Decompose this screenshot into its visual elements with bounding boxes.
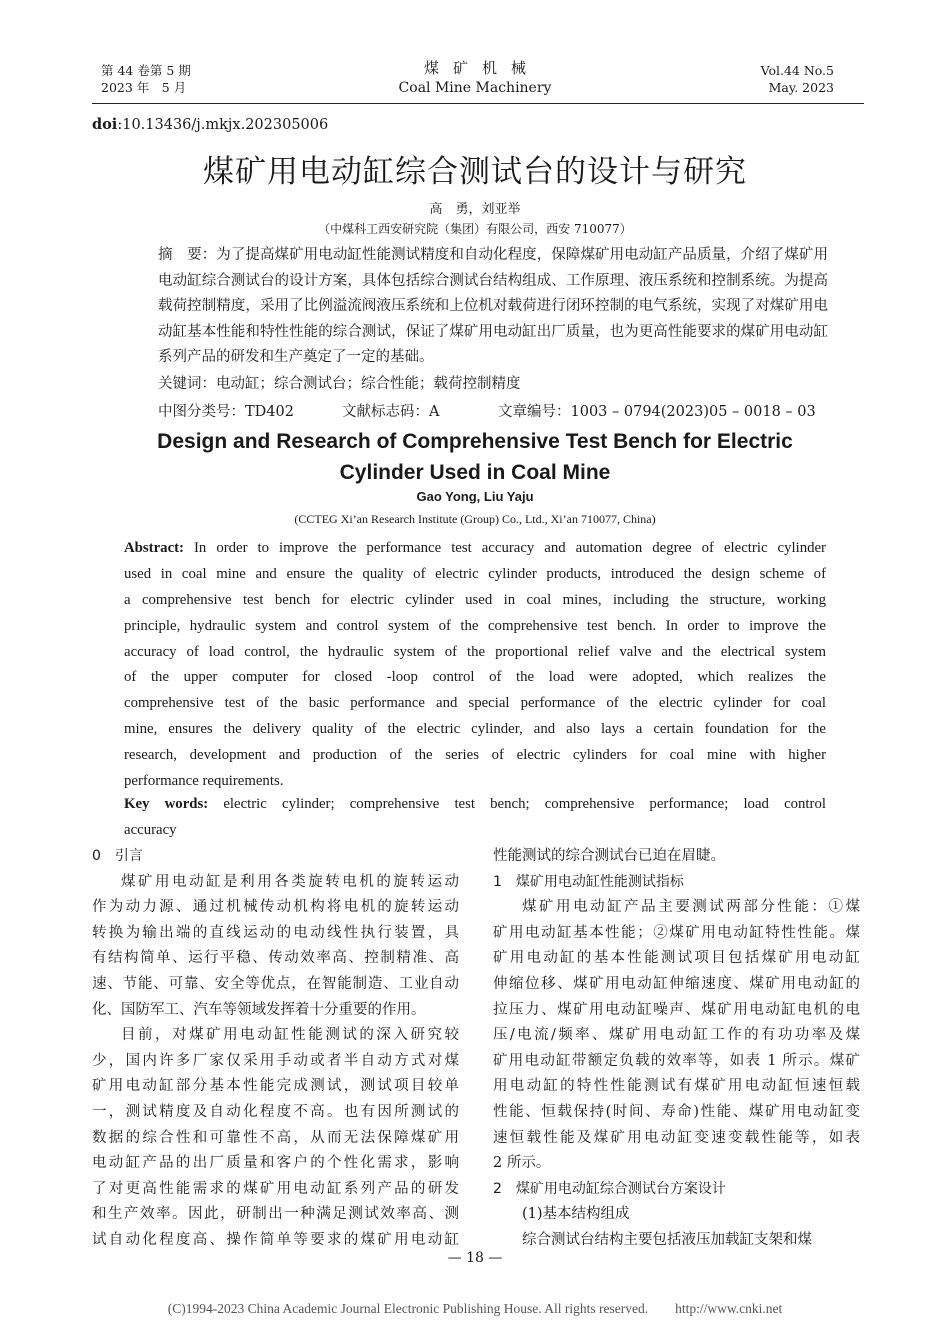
paragraph-line: 数据的综合性和可靠性不高，从而无法保障煤矿用: [92, 1129, 459, 1146]
title-en: [0, 426, 950, 488]
section-heading-1: 1 煤矿用电动缸性能测试指标: [493, 873, 684, 890]
clc-number: 中图分类号：TD402: [158, 404, 294, 420]
paragraph-line: 目前，对煤矿用电动缸性能测试的深入研究较: [121, 1027, 459, 1044]
paragraph-line: 矿用电动缸的基本性能测试项目包括煤矿用电动缸: [493, 950, 860, 967]
paragraph-line: 矿用电动缸带额定负载的效率等，如表 1 所示。煤矿: [493, 1052, 860, 1069]
abstract-en-line: comprehensive test of the basic performance and special performance of the electric cylinder for coal: [124, 695, 826, 712]
title-en-line1: Design and Research of Comprehensive Test Bench for Electric: [157, 430, 793, 453]
header-volume-line2: May. 2023: [768, 80, 834, 95]
paragraph-line: 少，国内许多厂家仅采用手动或者半自动方式对煤: [92, 1052, 459, 1069]
header-issue: [101, 62, 191, 96]
affiliation-cn: （中煤科工西安研究院（集团）有限公司，西安 710077）: [318, 222, 632, 236]
abstract-en-line: of the upper computer for closed -loop control of the load were adopted, which realizes the: [124, 669, 826, 686]
body-column-left: [92, 844, 459, 1254]
header-issue-line1: 第 44 卷第 5 期: [101, 63, 191, 78]
paragraph-line: 伸缩位移、煤矿用电动缸伸缩速度、煤矿用电动缸的: [493, 975, 860, 992]
paragraph-line: 煤矿用电动缸是利用各类旋转电机的旋转运动: [121, 873, 459, 890]
paragraph-line: 拉压力、煤矿用电动缸噪声、煤矿用电动缸电机的电: [493, 1001, 860, 1018]
abstract-en-label: Abstract:: [124, 540, 184, 556]
abstract-cn: [158, 243, 828, 371]
paragraph-line: 试自动化程度高、操作简单等要求的煤矿用电动缸: [92, 1231, 459, 1248]
header-rule: [92, 103, 864, 104]
doi: [92, 116, 328, 133]
abstract-en-line: performance requirements.: [124, 773, 284, 790]
title-en-line2: Cylinder Used in Coal Mine: [339, 461, 611, 484]
body-column-right: [493, 844, 860, 1254]
header-volume: [761, 62, 834, 96]
abstract-en-line: a comprehensive test bench for electric cylinder used in coal mines, including the structure, working: [124, 591, 826, 608]
paragraph-line: 用电动缸的特性性能测试有煤矿用电动缸恒速恒载: [493, 1078, 860, 1095]
title-cn: 煤矿用电动缸综合测试台的设计与研究: [203, 154, 747, 190]
copyright-footer: (C)1994-2023 China Academic Journal Electronic Publishing House. All rights reserved. http://www.cnki.net: [167, 1301, 783, 1316]
header-journal: [300, 58, 650, 98]
paragraph-line: 煤矿用电动缸产品主要测试两部分性能：①煤: [522, 899, 860, 916]
paragraph-line: 综合测试台结构主要包括液压加载缸支架和煤: [522, 1231, 812, 1248]
paragraph-line: 压/电流/频率、煤矿用电动缸工作的有功功率及煤: [493, 1027, 860, 1044]
paragraph-line: 性能测试的综合测试台已迫在眉睫。: [493, 848, 725, 864]
article-number: 文章编号：1003 – 0794(2023)05 – 0018 – 03: [498, 404, 816, 420]
paragraph-line: 矿用电动缸部分基本性能完成测试，测试项目较单: [92, 1078, 459, 1095]
paragraph-line: 作为动力源、通过机械传动机构将电机的旋转运动: [92, 899, 459, 916]
keywords-cn-label: 关键词：: [158, 376, 216, 392]
paragraph-line: 性能、恒载保持(时间、寿命)性能、煤矿用电动缸变: [493, 1103, 860, 1120]
doi-label: doi: [92, 116, 118, 133]
page-number: — 18 —: [447, 1250, 503, 1266]
section-heading-0: 0 引言: [92, 848, 143, 864]
keywords-cn-text: 电动缸；综合测试台；综合性能；载荷控制精度: [216, 376, 521, 392]
abstract-en-line: accuracy of load control, the hydraulic system of the proportional relief valve and the electrical system: [124, 643, 826, 660]
header-volume-line1: Vol.44 No.5: [760, 63, 834, 78]
authors-cn: 高 勇，刘亚举: [429, 202, 521, 217]
doi-value: :10.13436/j.mkjx.202305006: [117, 117, 329, 133]
abstract-en: [124, 536, 826, 795]
abstract-en-line: mine, ensures the delivery quality of the electric cylinder, and also lays a certain foundation for the: [124, 721, 826, 738]
abstract-en-line: Abstract: In order to improve the performance test accuracy and automation degree of electric cylinder: [124, 540, 826, 556]
paragraph-line: 有结构简单、运行平稳、传动效率高、控制精准、高: [92, 950, 459, 967]
paragraph-line: 一，测试精度及自动化程度不高。也有因所测试的: [92, 1103, 459, 1120]
keywords-en-line: Key words: electric cylinder; comprehensive test bench; comprehensive performance; load control: [124, 796, 826, 812]
keywords-en-label: Key words:: [124, 796, 209, 812]
paragraph-line: 转换为输出端的直线运动的电动线性执行装置，具: [92, 924, 459, 941]
paragraph-line: 矿用电动缸基本性能；②煤矿用电动缸特性性能。煤: [493, 924, 860, 941]
keywords-cn: [158, 372, 828, 393]
journal-name-en: Coal Mine Machinery: [398, 80, 552, 96]
keywords-en-line: accuracy: [124, 821, 177, 838]
paragraph-line: 速、节能、可靠、安全等优点，在智能制造、工业自动: [92, 975, 459, 992]
abstract-cn-text: 为了提高煤矿用电动缸性能测试精度和自动化程度，保障煤矿用电动缸产品质量，介绍了煤矿用电动缸综合测试台的设计方案，具体包括综合测试台结构组成、工作原理、液压系统和控制系统。为提高载荷控制精度，采用了比例溢流阀液压系统和上位机对载荷进行闭环控制的电气系统，实现了对煤矿用电动缸基本性能和特性性能的综合测试，保证了煤矿用电动缸出厂质量，也为更高性能要求的煤矿用电动缸系列产品的研发和生产奠定了一定的基础。: [158, 247, 829, 366]
abstract-en-line: principle, hydraulic system and control system of the comprehensive test bench. In order to improve the: [124, 617, 826, 634]
paragraph-line: 2 所示。: [493, 1155, 551, 1172]
paragraph-line: 电动缸产品的出厂质量和客户的个性化需求，影响: [92, 1155, 459, 1172]
abstract-en-line: research, development and production of the series of electric cylinders for coal mine with higher: [124, 747, 826, 764]
paragraph-line: 和生产效率。因此，研制出一种满足测试效率高、测: [92, 1206, 459, 1223]
subsection-heading: (1)基本结构组成: [522, 1206, 630, 1223]
abstract-cn-label: 摘 要：: [158, 247, 217, 263]
authors-en: Gao Yong, Liu Yaju: [416, 489, 534, 504]
affiliation-en: (CCTEG Xi’an Research Institute (Group) Co., Ltd., Xi’an 710077, China): [294, 512, 656, 526]
header-issue-line2: 2023 年 5 月: [101, 80, 187, 95]
paragraph-line: 了对更高性能需求的煤矿用电动缸系列产品的研发: [92, 1180, 459, 1197]
paragraph-line: 化、国防军工、汽车等领域发挥着十分重要的作用。: [92, 1001, 426, 1018]
journal-name-cn: 煤矿机械: [423, 59, 540, 77]
document-code: 文献标志码：A: [342, 404, 440, 420]
section-heading-2: 2 煤矿用电动缸综合测试台方案设计: [493, 1180, 726, 1197]
keywords-en: [124, 792, 826, 844]
abstract-en-line: used in coal mine and ensure the quality of electric cylinder products, introduced the design scheme of: [124, 565, 826, 582]
paragraph-line: 速恒载性能及煤矿用电动缸变速变载性能等，如表: [493, 1129, 860, 1146]
